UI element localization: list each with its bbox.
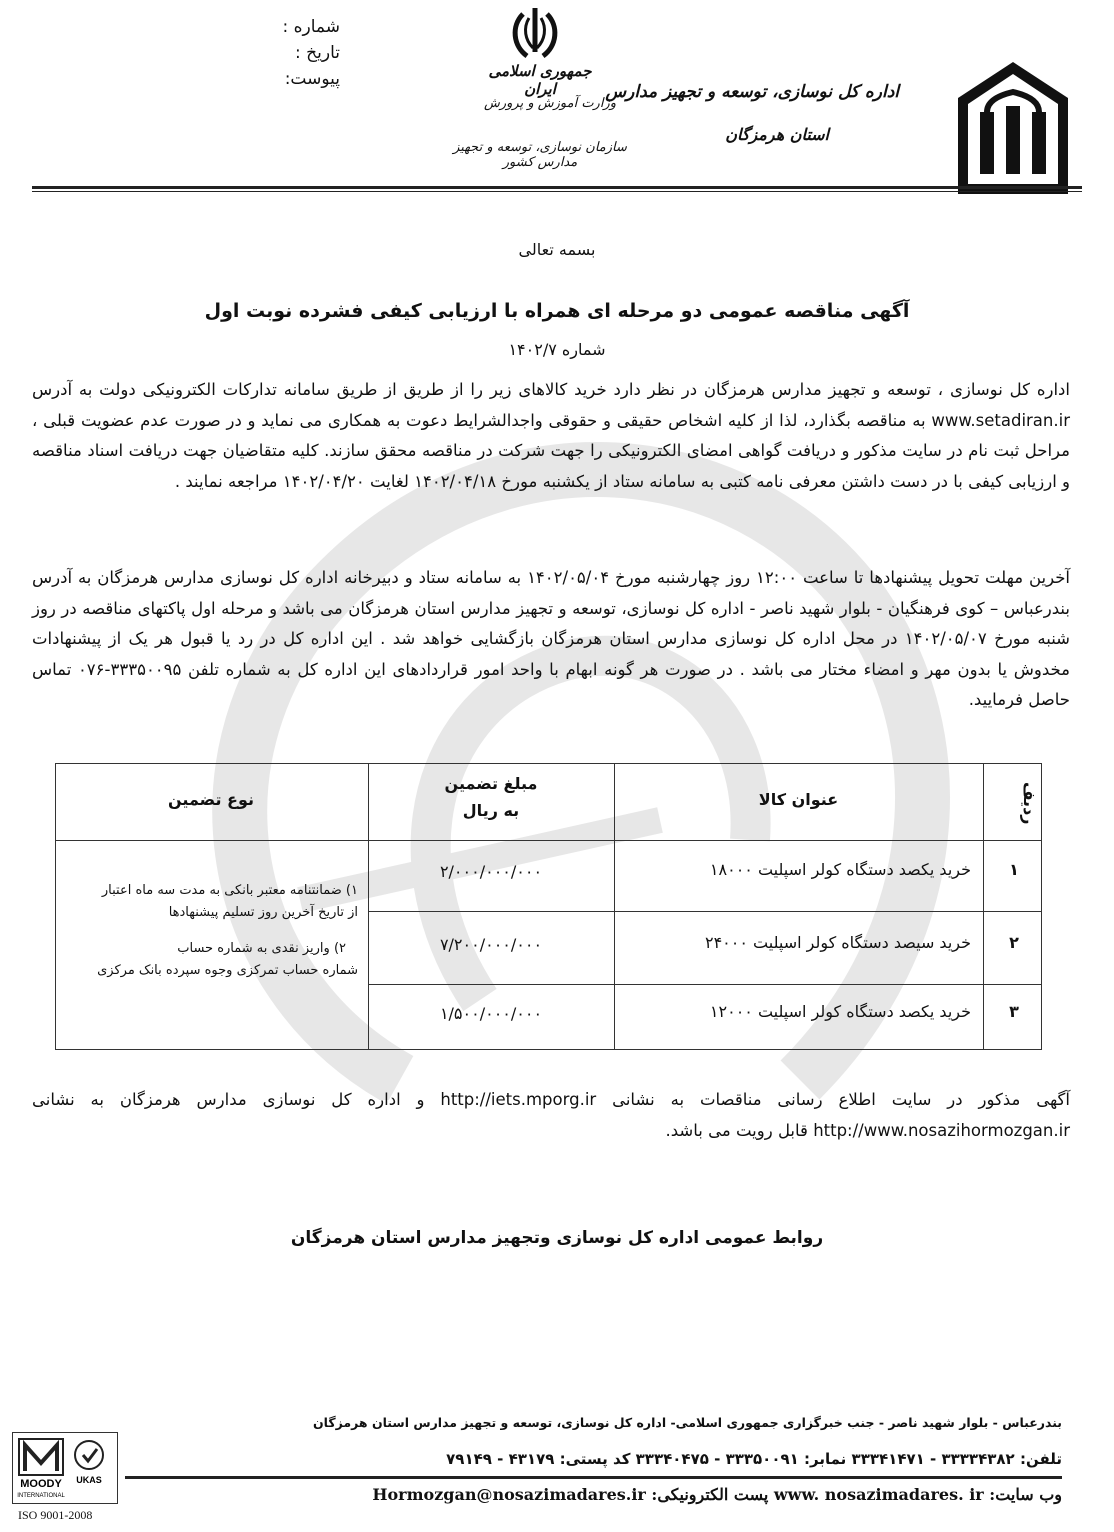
header-item: عنوان کالا bbox=[758, 790, 839, 809]
page-title: آگهی مناقصه عمومی دو مرحله ای همراه با ارزیابی کیفی فشرده نوبت اول bbox=[204, 300, 910, 322]
guarantee-line-2: از تاریخ آخرین روز تسلیم پیشنهادها bbox=[168, 905, 358, 920]
header-guarantee-type: نوع تضمین bbox=[168, 790, 254, 809]
school-building-icon bbox=[948, 58, 1078, 198]
guarantee-line-4: شماره حساب تمرکزی وجوه سپرده بانک مرکزی bbox=[97, 963, 358, 978]
bismillah: بسمه تعالی bbox=[518, 240, 596, 259]
ministry-title: وزارت آموزش و پرورش bbox=[483, 96, 616, 111]
meta-number: شماره : bbox=[282, 17, 340, 37]
emblem-icon bbox=[505, 4, 565, 62]
paragraph-deadline: آخرین مهلت تحویل پیشنهادها تا ساعت ۱۲:۰۰ روز چهارشنبه مورخ ۱۴۰۲/۰۵/۰۴ به سامانه ستاد و دبیرخانه اداره کل نوسازی مدارس هرمزگان به آدرس بندرعباس – کوی فرهنگیان - بلوار شهید ناصر - اداره کل نوسازی، توسعه و تجهیز مدارس استان هرمزگان می باشد و مرحله اول پاکتهای مناقصه در روز شنبه مورخ ۱۴۰۲/۰۵/۰۷ در محل اداره کل نوسازی مدارس استان هرمزگان بازگشایی خواهد شد . این اداره کل در رد یا قبول هر یک از پیشنهادات مخدوش یا بدون مهر و امضاء مختار می باشد . در صورت هر گونه ابهام با واحد امور قراردادهای این اداره کل به شماره تلفن ۳۳۳۵۰۰۹۵-۰۷۶ تماس حاصل فرمایید. bbox=[32, 568, 1071, 709]
iso-label: ISO 9001-2008 bbox=[18, 1508, 93, 1522]
cert-sub-text: INTERNATIONAL bbox=[17, 1493, 65, 1499]
header-amount bbox=[370, 774, 612, 820]
signature-public-relations: روابط عمومی اداره کل نوسازی وتجهیز مدارس استان هرمزگان bbox=[290, 1228, 824, 1248]
table-row-item: خرید یکصد دستگاه کولر اسپلیت ۱۸۰۰۰ bbox=[709, 860, 971, 879]
paragraph-websites: آگهی مذکور در سایت اطلاع رسانی مناقصات به نشانی http://iets.mporg.ir و اداره کل نوسازی مدارس هرمزگان به نشانی http://www.nosazihormozgan.ir قابل رویت می باشد. bbox=[32, 1090, 1070, 1140]
header-divider bbox=[32, 186, 1082, 189]
gov-title: جمهوری اسلامی ایران bbox=[488, 62, 592, 98]
org-province: استان هرمزگان bbox=[725, 125, 829, 144]
meta-date: تاریخ : bbox=[295, 43, 340, 63]
ukas-text: UKAS bbox=[76, 1475, 102, 1485]
footer-address: بندرعباس - بلوار شهید ناصر - جنب خبرگزاری جمهوری اسلامی- اداره کل نوسازی، توسعه و تجهیز مدارس استان هرمزگان bbox=[313, 1415, 1062, 1430]
table-row-amount: ۱/۵۰۰/۰۰۰/۰۰۰ bbox=[439, 1004, 543, 1023]
letter-meta bbox=[250, 14, 340, 92]
organization-title: سازمان نوسازی، توسعه و تجهیز مدارس کشور bbox=[453, 140, 627, 170]
header-divider-thin bbox=[32, 191, 1082, 192]
tender-number: شماره ۱۴۰۲/۷ bbox=[508, 340, 606, 359]
paragraph-intro: اداره کل نوسازی ، توسعه و تجهیز مدارس هرمزگان در نظر دارد خرید کالاهای زیر را از طریق از طریق سامانه تدارکات الکترونیکی دولت به آدرس www.setadiran.ir به مناقصه بگذارد، لذا از کلیه اشخاص حقیقی و حقوقی واجدالشرایط دعوت به همکاری می نماید و در صورت عدم عضویت قبلی ، مراحل ثبت نام در سایت مذکور و دریافت گواهی امضای الکترونیکی را جهت شرکت در مناقصه محقق سازند. کلیه متقاضیان جهت دریافت اسناد مناقصه و ارزیابی کیفی با در دست داشتن معرفی نامه کتبی به سامانه ستاد از یکشنبه مورخ ۱۴۰۲/۰۴/۱۸ لغایت ۱۴۰۲/۰۴/۲۰ مراجعه نمایند . bbox=[32, 380, 1070, 491]
table-row-item: خرید سیصد دستگاه کولر اسپلیت ۲۴۰۰۰ bbox=[704, 933, 971, 952]
footer-divider bbox=[125, 1476, 1062, 1479]
guarantee-line-1: ۱) ضمانتنامه معتبر بانکی به مدت سه ماه اعتبار bbox=[101, 883, 358, 898]
guarantee-line-3: ۲) واریز نقدی به شماره حساب bbox=[177, 941, 346, 956]
moody-logo-icon bbox=[13, 1433, 117, 1503]
table-row-number: ۱ bbox=[1009, 860, 1019, 879]
footer-phones: تلفن: ۳۳۳۳۴۳۸۲ - ۳۳۳۴۱۴۷۱ نمابر: ۳۳۳۵۰۰۹۱ - ۳۳۳۴۰۴۷۵ کد پستی: ۴۳۱۷۹ - ۷۹۱۴۹ bbox=[446, 1450, 1062, 1468]
iran-emblem bbox=[505, 4, 565, 62]
table-row-amount: ۲/۰۰۰/۰۰۰/۰۰۰ bbox=[439, 862, 543, 881]
table-row-amount: ۷/۲۰۰/۰۰۰/۰۰۰ bbox=[439, 935, 543, 954]
header-row-number: ردیف bbox=[1020, 781, 1039, 825]
org-name: اداره کل نوسازی، توسعه و تجهیز مدارس bbox=[605, 82, 899, 102]
table-row-number: ۳ bbox=[1009, 1002, 1019, 1021]
organization-logo bbox=[948, 58, 1078, 198]
meta-attachment: پیوست: bbox=[284, 69, 340, 89]
table-row-item: خرید یکصد دستگاه کولر اسپلیت ۱۲۰۰۰ bbox=[709, 1002, 971, 1021]
iso-certification-badge bbox=[12, 1432, 118, 1504]
footer-web-email: وب سایت: www. nosazimadares. ir پست الکترونیکی: Hormozgan@nosazimadares.ir bbox=[372, 1485, 1062, 1504]
tender-table bbox=[55, 763, 1042, 1050]
guarantee-type-details bbox=[68, 880, 358, 982]
cert-mark-text: MOODY bbox=[20, 1478, 62, 1490]
table-row-number: ۲ bbox=[1009, 933, 1019, 952]
header-amount-line1: مبلغ تضمین bbox=[444, 774, 538, 793]
header-amount-line2: به ریال bbox=[462, 801, 520, 820]
